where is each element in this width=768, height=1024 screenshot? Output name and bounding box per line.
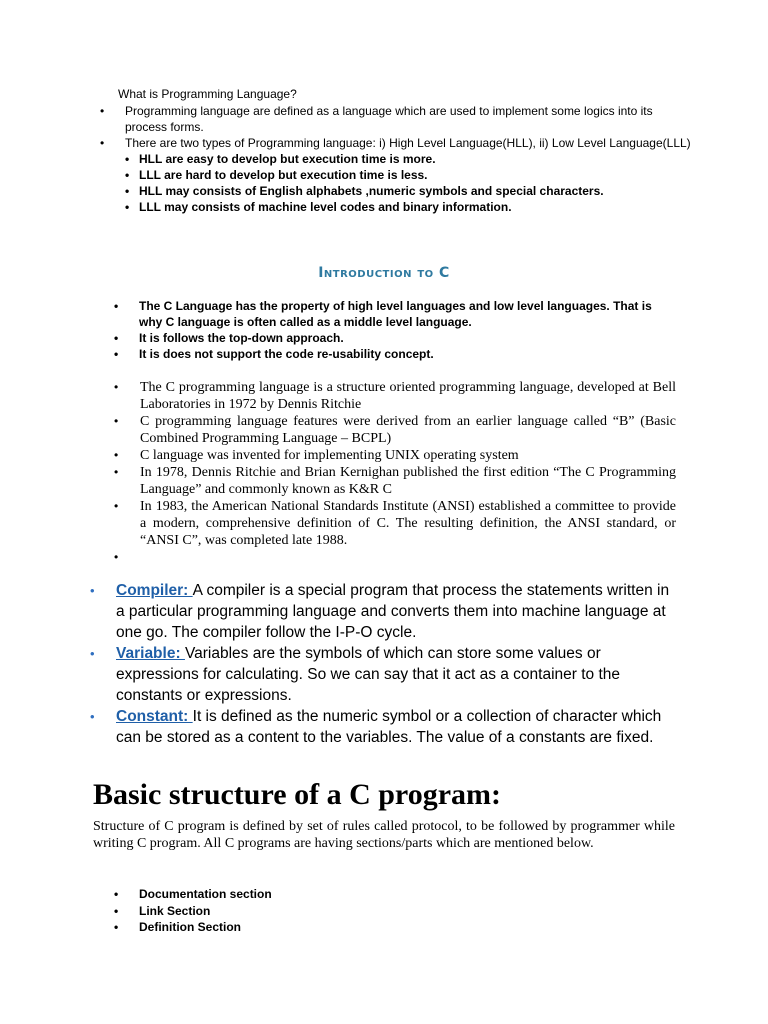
- list-item-text: In 1983, the American National Standards Institute (ANSI) established a committee to provide a modern, comprehensive definition of C. The resulting definition, the ANSI standard, or “ANSI C”, was completed late 1988.: [140, 499, 676, 548]
- bullet-icon: •: [114, 380, 119, 394]
- bullet-list: [108, 298, 668, 362]
- structure-sections: [108, 886, 508, 936]
- list-item: [108, 346, 668, 362]
- list-item-text: C programming language features were derived from an earlier language called “B” (Basic Combined Programming Language – BCPL): [140, 414, 676, 446]
- list-item: [108, 903, 508, 920]
- definition-text: A compiler is a special program that process the statements written in a particular programming language and converts them into machine language at one go. The compiler follow the I-P-O cycle.: [116, 582, 670, 641]
- list-item-text: It is does not support the code re-usability concept.: [139, 347, 434, 361]
- bullet-icon: •: [125, 200, 130, 214]
- list-item-text: Link Section: [139, 903, 211, 918]
- bullet-icon: •: [114, 465, 119, 479]
- structure-title: Basic structure of a C program:: [93, 778, 501, 811]
- history-section: [108, 379, 676, 566]
- bullet-list: [92, 103, 692, 151]
- definitions-section: [90, 580, 670, 748]
- sub-bullet-list: [92, 151, 692, 215]
- list-item-text: Programming language are defined as a language which are used to implement some logics into its process forms.: [125, 104, 653, 134]
- list-item: [108, 298, 668, 330]
- list-item-text: HLL are easy to develop but execution time is more.: [139, 152, 436, 166]
- bullet-icon: •: [125, 152, 130, 166]
- list-item: [108, 919, 508, 936]
- bullet-icon: •: [114, 331, 119, 345]
- bullet-list: [108, 379, 676, 566]
- bullet-icon: •: [114, 414, 119, 428]
- definition-list: [90, 580, 670, 748]
- list-item: [108, 447, 676, 464]
- list-item: [92, 103, 692, 135]
- programming-language-section: [92, 86, 692, 215]
- list-item: [108, 498, 676, 549]
- bullet-icon: •: [114, 347, 119, 361]
- list-item: [108, 549, 676, 566]
- list-item-text: The C programming language is a structure oriented programming language, developed at Bell Laboratories in 1972 by Dennis Ritchie: [140, 380, 676, 412]
- bullet-icon: •: [114, 448, 119, 462]
- list-item-text: In 1978, Dennis Ritchie and Brian Kernighan published the first edition “The C Programming Language” and commonly known as K&R C: [140, 465, 676, 497]
- bullet-icon: •: [114, 550, 119, 564]
- list-item: [92, 183, 692, 199]
- list-item: [108, 379, 676, 413]
- definition-item: [90, 643, 670, 706]
- bullet-list: [108, 886, 508, 936]
- intro-section: [108, 298, 668, 362]
- list-item: [108, 330, 668, 346]
- list-item: [108, 413, 676, 447]
- list-item-text: C language was invented for implementing UNIX operating system: [140, 448, 519, 463]
- list-item-text: There are two types of Programming language: i) High Level Language(HLL), ii) Low Level Language(LLL): [125, 136, 691, 150]
- bullet-icon: •: [114, 887, 119, 901]
- list-item-text: [140, 550, 144, 565]
- list-item-text: Definition Section: [139, 920, 241, 934]
- list-item: [92, 151, 692, 167]
- bullet-icon: •: [114, 903, 119, 918]
- list-item-text: LLL may consists of machine level codes and binary information.: [139, 200, 512, 214]
- bullet-icon: •: [100, 136, 105, 150]
- bullet-icon: •: [90, 646, 95, 661]
- list-item-text: It is follows the top-down approach.: [139, 331, 344, 345]
- list-item-text: Documentation section: [139, 887, 272, 901]
- bullet-icon: •: [114, 920, 119, 934]
- list-item-text: HLL may consists of English alphabets ,numeric symbols and special characters.: [139, 184, 604, 198]
- list-item-text: The C Language has the property of high level languages and low level languages. That is why C language is often called as a middle level language.: [139, 299, 652, 329]
- bullet-icon: •: [90, 709, 95, 724]
- list-item: [92, 135, 692, 151]
- list-item: [92, 167, 692, 183]
- definition-text: It is defined as the numeric symbol or a collection of character which can be stored as a content to the variables. The value of a constants are fixed.: [116, 708, 662, 746]
- definition-term: Variable:: [116, 645, 185, 662]
- list-item: [108, 886, 508, 903]
- definition-text: Variables are the symbols of which can store some values or expressions for calculating. So we can say that it act as a container to the constants or expressions.: [116, 645, 621, 704]
- bullet-icon: •: [125, 184, 130, 198]
- structure-paragraph: Structure of C program is defined by set of rules called protocol, to be followed by programmer while writing C program. All C programs are having sections/parts which are mentioned below.: [93, 819, 675, 851]
- intro-title: Introduction to C: [318, 265, 450, 281]
- definition-item: [90, 706, 670, 748]
- bullet-icon: •: [90, 583, 95, 598]
- bullet-icon: •: [125, 168, 130, 182]
- bullet-icon: •: [114, 499, 119, 513]
- definition-term: Compiler:: [116, 582, 193, 599]
- list-item: [108, 464, 676, 498]
- bullet-icon: •: [100, 104, 105, 118]
- definition-item: [90, 580, 670, 643]
- list-item: [92, 199, 692, 215]
- bullet-icon: •: [114, 299, 119, 313]
- definition-term: Constant:: [116, 708, 193, 725]
- section-heading: What is Programming Language?: [118, 87, 297, 101]
- list-item-text: LLL are hard to develop but execution time is less.: [139, 168, 428, 182]
